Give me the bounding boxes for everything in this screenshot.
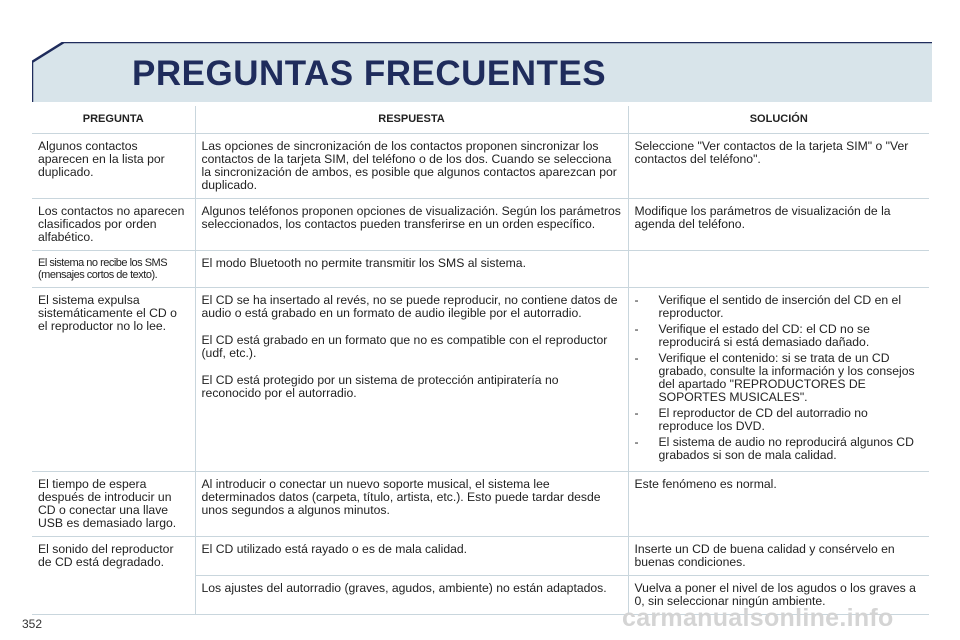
answer-cell: El modo Bluetooth no permite transmitir los SMS al sistema. (195, 251, 628, 288)
table-row (32, 472, 929, 537)
solution-item-text: Verifique el sentido de inserción del CD en el reproductor. (658, 293, 902, 320)
solution-item-text: Verifique el contenido: si se trata de un CD grabado, consulte la información y los consejos del apartado "REPRODUCTORES DE SOPORTES MUSICALES". (658, 351, 915, 404)
solution-cell: Inserte un CD de buena calidad y consérvelo en buenas condiciones. (628, 537, 929, 576)
page-title: PREGUNTAS FRECUENTES (132, 54, 607, 93)
solution-item-text: El reproductor de CD del autorradio no reproduce los DVD. (658, 406, 868, 433)
solution-cell (628, 288, 929, 472)
table-header-row (32, 106, 929, 134)
table-row (32, 288, 929, 472)
solution-item (635, 352, 924, 404)
column-header-respuesta: RESPUESTA (195, 106, 628, 134)
solution-item (635, 407, 924, 433)
solution-item-text: El sistema de audio no reproducirá algunos CD grabados si son de mala calidad. (658, 435, 914, 462)
faq-table (32, 106, 929, 615)
page-number: 352 (22, 617, 43, 631)
solution-item (635, 294, 924, 320)
dash-bullet: - (634, 293, 639, 307)
solution-cell: Modifique los parámetros de visualización de la agenda del teléfono. (628, 199, 929, 251)
dash-bullet: - (634, 351, 639, 365)
table-row (32, 134, 929, 199)
question-cell: El sistema expulsa sistemáticamente el CD o el reproductor no lo lee. (32, 288, 195, 472)
solution-cell-empty (628, 251, 929, 288)
answer-cell: Al introducir o conectar un nuevo soporte musical, el sistema lee determinados datos (carpeta, título, artista, etc.). Esto puede tardar desde unos segundos a algunos minutos. (195, 472, 628, 537)
solution-cell: Este fenómeno es normal. (628, 472, 929, 537)
solution-item (635, 436, 924, 462)
solution-cell: Seleccione "Ver contactos de la tarjeta SIM" o "Ver contactos del teléfono". (628, 134, 929, 199)
dash-bullet: - (634, 406, 639, 420)
question-cell: El tiempo de espera después de introducir un CD o conectar una llave USB es demasiado largo. (32, 472, 195, 537)
answer-cell (195, 288, 628, 472)
answer-cell: Los ajustes del autorradio (graves, agudos, ambiente) no están adaptados. (195, 576, 628, 615)
watermark: carmanualsonline.info (622, 604, 894, 632)
column-header-pregunta: PREGUNTA (32, 106, 195, 134)
answer-paragraph: El CD está protegido por un sistema de protección antipiratería no reconocido por el autorradio. (201, 373, 559, 400)
answer-cell: Las opciones de sincronización de los contactos proponen sincronizar los contactos de la tarjeta SIM, del teléfono o de los dos. Cuando se selecciona la sincronización de ambos, es posible que algunos contactos aparezcan por duplicado. (195, 134, 628, 199)
question-cell: El sonido del reproductor de CD está degradado. (32, 537, 195, 615)
answer-paragraph: El CD se ha insertado al revés, no se puede reproducir, no contiene datos de audio o está grabado en un formato de audio ilegible por el autorradio. (201, 293, 618, 320)
dash-bullet: - (634, 435, 639, 449)
solution-item (635, 323, 924, 349)
table-row (32, 537, 929, 576)
question-cell: Algunos contactos aparecen en la lista por duplicado. (32, 134, 195, 199)
question-cell: El sistema no recibe los SMS (mensajes cortos de texto). (32, 251, 195, 288)
table-row (32, 199, 929, 251)
table-row (32, 251, 929, 288)
column-header-solucion: SOLUCIÓN (628, 106, 929, 134)
dash-bullet: - (634, 322, 639, 336)
question-cell: Los contactos no aparecen clasificados por orden alfabético. (32, 199, 195, 251)
answer-cell: Algunos teléfonos proponen opciones de visualización. Según los parámetros seleccionados, los contactos pueden transferirse en un orden específico. (195, 199, 628, 251)
solution-cell: Vuelva a poner el nivel de los agudos o los graves a 0, sin seleccionar ningún ambiente. (628, 576, 929, 615)
solution-item-text: Verifique el estado del CD: el CD no se reproducirá si está demasiado dañado. (658, 322, 870, 349)
solution-list (635, 294, 924, 462)
answer-paragraph: El CD está grabado en un formato que no es compatible con el reproductor (udf, etc.). (201, 333, 608, 360)
answer-cell: El CD utilizado está rayado o es de mala calidad. (195, 537, 628, 576)
